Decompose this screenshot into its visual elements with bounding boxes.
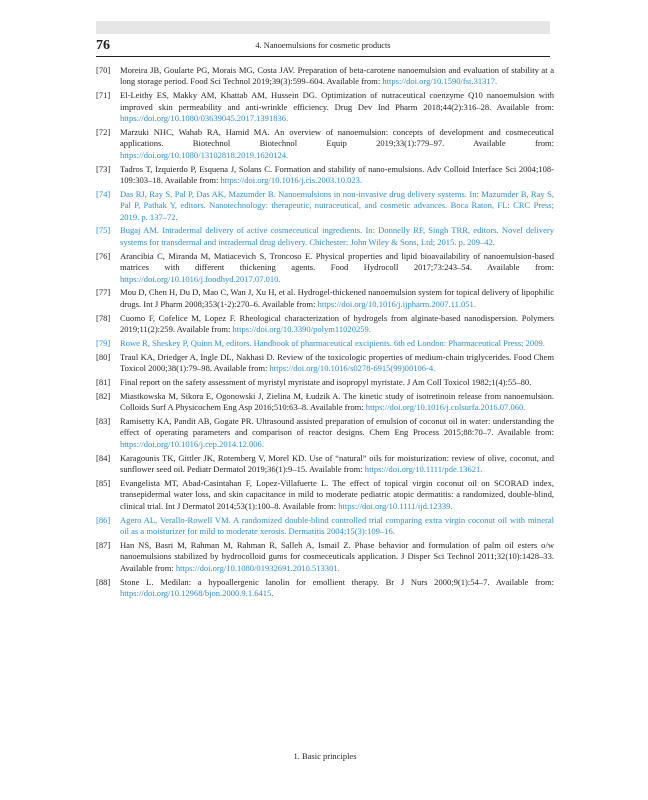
reference-text: Miastkowska M, Sikora E, Ogonowski J, Zielina M, Łudzik A. The kinetic study of isotretinoin release from nanoemulsion. Colloids Surf A Physicochem Eng Asp 2016;510:63–8. Available from:: [120, 390, 554, 413]
reference-text: El-Leithy ES, Makky AM, Khattab AM, Hussein DG. Optimization of nutraceutical coenzyme Q10 nanoemulsion with improved skin permeability and anti-wrinkle efficiency. Drug Dev Ind Pharm 2018;44(2):316–28. Available from:: [120, 90, 554, 112]
reference-item: [96, 164, 554, 187]
reference-text: Final report on the safety assessment of myristyl myristate and isopropyl myristate. J Am Coll Toxicol 1982;1(4):55–80.: [120, 376, 532, 387]
reference-end-punct: .: [359, 174, 363, 185]
reference-item: [96, 391, 554, 414]
reference-item[interactable]: [96, 515, 554, 538]
reference-number: [70]: [96, 65, 111, 75]
reference-end-punct: .: [271, 587, 274, 598]
reference-item: [96, 577, 554, 600]
doi-link[interactable]: https://doi.org/10.1111/pde.13621: [364, 464, 481, 475]
reference-number: [80]: [96, 351, 111, 362]
header-rule: [96, 56, 550, 57]
reference-item[interactable]: [96, 189, 554, 223]
doi-link[interactable]: https://doi.org/10.1590/fst.31317: [382, 76, 495, 87]
reference-item: [96, 90, 554, 124]
running-title: 4. Nanoemulsions for cosmetic products: [255, 41, 391, 50]
reference-item: [96, 352, 554, 375]
reference-text: Karagounis TK, Gittler JK, Rotemberg V, Morel KD. Use of “natural” oils for moisturization: review of olive, coconut, and sunflower seed oil. Pediatr Dermatol 2019;36(1):9–15. Available from:: [120, 452, 554, 475]
reference-number: [83]: [96, 416, 111, 427]
reference-number: [82]: [96, 390, 111, 401]
doi-link[interactable]: https://doi.org/10.12968/bjon.2000.9.1.6415: [120, 587, 272, 598]
reference-number: [78]: [96, 312, 111, 323]
reference-number: [84]: [96, 452, 111, 463]
reference-number: [73]: [96, 163, 111, 174]
doi-link[interactable]: https://doi.org/10.1016/j.foodhyd.2017.07.010: [120, 273, 279, 284]
page-header: [96, 38, 550, 54]
reference-item: [96, 65, 554, 88]
reference-text: Tadros T, Izquierdo P, Esquena J, Solans C. Formation and stability of nano-emulsions. Adv Colloid Interface Sci 2004;108-109:303–18. Available from:: [120, 163, 554, 185]
reference-end-punct: .: [368, 324, 371, 335]
page-footer: 1. Basic principles: [293, 751, 357, 761]
reference-number: [76]: [96, 250, 111, 261]
page-number: 76: [96, 38, 110, 53]
header-band: [96, 21, 550, 34]
reference-item: [96, 478, 554, 512]
reference-number: [88]: [96, 576, 111, 587]
reference-number: [74]: [96, 188, 111, 199]
reference-list: [96, 65, 554, 602]
reference-text: Bugaj AM. Intradermal delivery of active cosmeceutical ingredients. In: Donnelly RF, Singh TRR, editors. Novel delivery systems for transdermal and intradermal drug delivery. Chichester: John Wiley & Sons, Ltd; 2015. p. 209–42.: [120, 225, 554, 247]
doi-link[interactable]: https://doi.org/10.1016/j.colsurfa.2016.07.060: [365, 402, 524, 413]
reference-item[interactable]: [96, 225, 554, 248]
reference-item: [96, 127, 554, 161]
reference-number: [79]: [96, 337, 111, 348]
reference-end-punct: .: [286, 113, 289, 124]
reference-number: [85]: [96, 477, 111, 488]
reference-item: [96, 313, 554, 336]
reference-text: Traul KA, Driedger A, Ingle DL, Nakhasi D. Review of the toxicologic properties of medium-chain triglycerides. Food Chem Toxicol 2000;38(1):79–98. Available from:: [120, 351, 554, 374]
reference-end-punct: .: [480, 464, 483, 475]
reference-end-punct: .: [337, 562, 340, 573]
reference-item[interactable]: [96, 338, 554, 349]
reference-number: [71]: [96, 90, 111, 101]
reference-item: [96, 251, 554, 285]
reference-item: [96, 287, 554, 310]
reference-end-punct: .: [473, 298, 476, 309]
doi-link[interactable]: https://doi.org/10.1111/ijd.12339: [338, 500, 451, 511]
reference-text: Ramisetty KA, Pandit AB, Gogate PR. Ultrasound assisted preparation of emulsion of coconut oil in water: understanding the effect of operating parameters and comparison of reactor designs. Chem Eng Process 2015;88:70–7. Available from:: [120, 416, 554, 438]
reference-text: Agero AL, Verallo-Rowell VM. A randomized double-blind controlled trial comparing extra virgin coconut oil with mineral oil as a moisturizer for mild to moderate xerosis. Dermatitis 2004;15(3):109–16.: [120, 514, 554, 537]
reference-end-punct: .: [278, 273, 281, 284]
reference-item: [96, 540, 554, 574]
reference-text: Marzuki NHC, Wahab RA, Hamid MA. An overview of nanoemulsion: concepts of development and cosmeceutical applications. Biotechnol Biotechnol Equip 2019;33(1):779–97. Available from:: [120, 126, 554, 149]
doi-link[interactable]: https://doi.org/10.3390/polym11020259: [232, 324, 369, 335]
reference-end-punct: .: [433, 363, 436, 374]
reference-number: [81]: [96, 376, 111, 387]
reference-text: Das RJ, Ray S, Pal P, Das AK, Mazumder B. Nanoemulsions in non-invasive drug delivery systems. In: Mazumder B, Ray S, Pal P, Pathak Y, editors. Nanotechnology: therapeutic, nutraceutical, and cosmetic advances. Boca Raton, FL: CRC Press; 2019. p. 137–72.: [120, 188, 554, 222]
reference-text: Stone L. Medilan: a hypoallergenic lanolin for emollient therapy. Br J Nurs 2000;9(1):54–7. Available from:: [120, 576, 554, 587]
reference-number: [87]: [96, 539, 111, 550]
doi-link[interactable]: https://doi.org/10.1016/j.ijpharm.2007.11.051: [317, 298, 474, 309]
reference-item: [96, 377, 554, 388]
reference-end-punct: .: [523, 402, 526, 413]
doi-link[interactable]: https://doi.org/10.1080/13102818.2019.1620124: [120, 149, 287, 160]
doi-link[interactable]: https://doi.org/10.1016/j.cep.2014.12.006: [120, 438, 262, 449]
reference-text: Rowe R, Sheskey P, Quinn M, editors. Handbook of pharmaceutical excipients. 6th ed London: Pharmaceutical Press; 2009.: [120, 337, 545, 348]
reference-item: [96, 453, 554, 476]
reference-number: [75]: [96, 225, 111, 236]
reference-number: [72]: [96, 126, 111, 137]
reference-number: [86]: [96, 514, 111, 525]
reference-end-punct: .: [494, 76, 498, 87]
reference-text: Mou D, Chen H, Du D, Mao C, Wan J, Xu H, et al. Hydrogel-thickened nanoemulsion system for topical delivery of lipophilic drugs. Int J Pharm 2008;353(1-2):270–6. Available from:: [120, 287, 554, 309]
reference-text: Evangelista MT, Abad-Casintahan F, Lopez-Villafuerte L. The effect of topical virgin coconut oil on SCORAD index, transepidermal water loss, and skin capacitance in mild to moderate pediatric atopic dermatitis: a randomized, double-blind, clinical trial. Int J Dermatol 2014;53(1):100–8. Available from:: [120, 477, 554, 511]
doi-link[interactable]: https://doi.org/10.1016/j.cis.2003.10.023: [220, 174, 360, 185]
reference-end-punct: .: [286, 149, 289, 160]
reference-end-punct: .: [261, 438, 264, 449]
reference-text: Cuomo F, Cofelice M, Lopez F. Rheological characterization of hydrogels from alginate-based nanodispersion. Polymers 2019;11(2):259. Available from:: [120, 312, 554, 335]
doi-link[interactable]: https://doi.org/10.1080/01932691.2010.513301: [175, 562, 338, 573]
doi-link[interactable]: https://doi.org/10.1016/s0278-6915(99)00106-4: [269, 363, 434, 374]
reference-number: [77]: [96, 287, 111, 298]
reference-end-punct: .: [450, 500, 453, 511]
reference-text: Moreira JB, Goularte PG, Morais MG, Costa JAV. Preparation of beta-carotene nanoemulsion and evaluation of stability at a long storage period. Food Sci Technol 2019;39(3):599–604. Available from:: [120, 65, 554, 87]
reference-text: Han NS, Basri M, Rahman M, Rahman R, Salleh A, Ismail Z. Phase behavior and formulation of palm oil esters o/w nanoemulsions stabilized by hydrocolloid gums for cosmeceuticals application. J Disper Sci Technol 2011;32(10):1428–33. Available from:: [120, 539, 554, 573]
reference-text: Arancibia C, Miranda M, Matiacevich S, Troncoso E. Physical properties and lipid bioavailability of nanoemulsion-based matrices with different thickening agents. Food Hydrocoll 2017;73:243–54. Available from:: [120, 250, 554, 273]
reference-item: [96, 416, 554, 450]
doi-link[interactable]: https://doi.org/10.1080/03639045.2017.1391836: [120, 113, 287, 124]
